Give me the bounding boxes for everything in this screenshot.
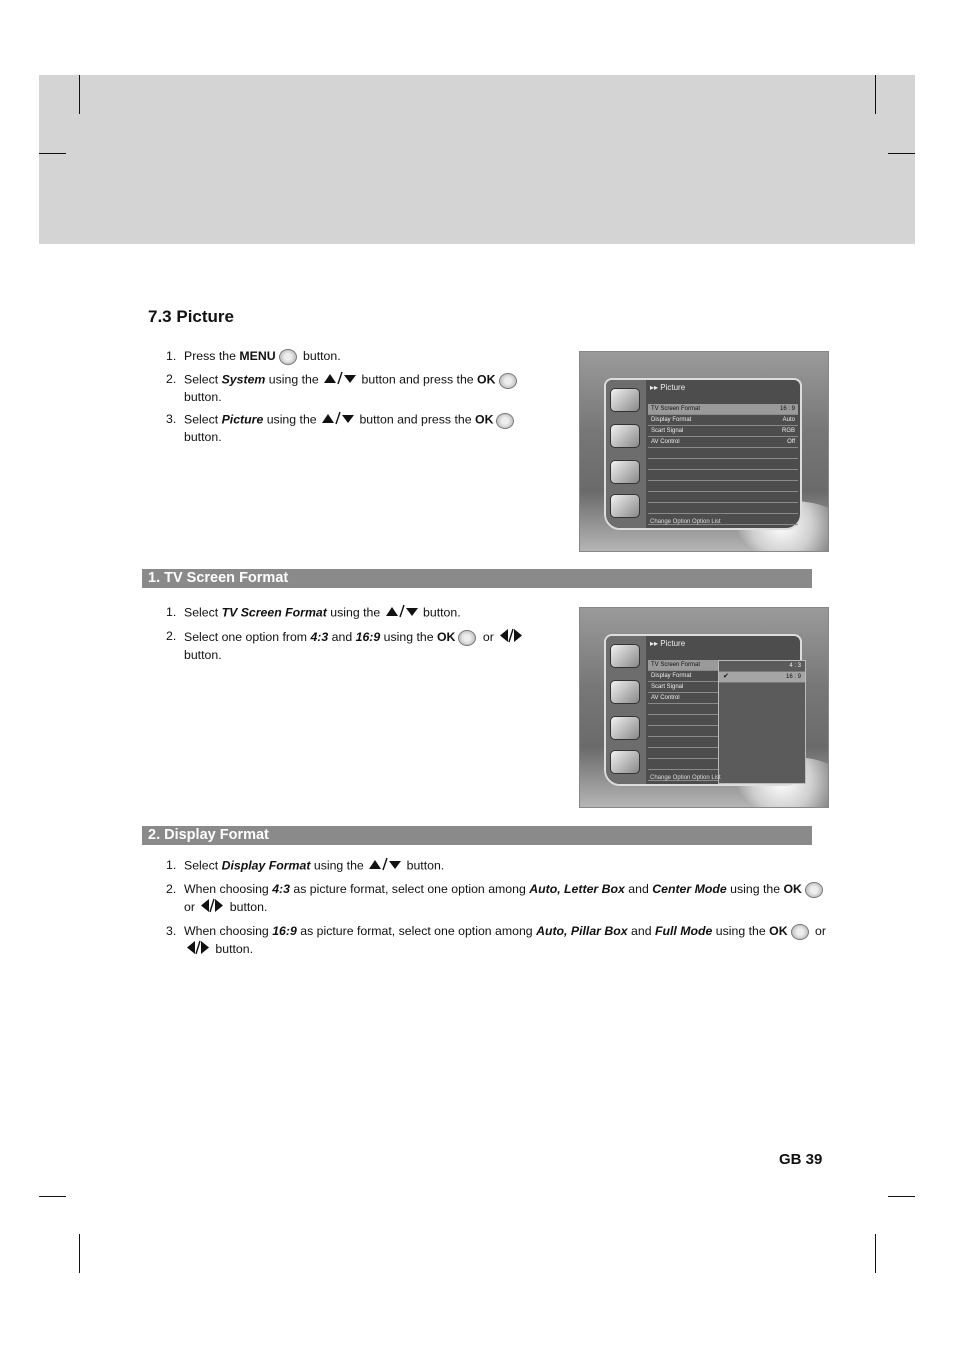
dish-icon	[610, 750, 640, 774]
menu-rows	[648, 404, 798, 525]
ok-button-icon	[456, 629, 478, 646]
step-text: MENU	[239, 349, 276, 363]
intro-step	[166, 411, 546, 445]
up-down-arrows-icon	[385, 604, 419, 622]
option-item[interactable]	[719, 672, 805, 683]
step-number: 1.	[166, 349, 177, 363]
menu-sidebar	[606, 380, 646, 528]
step-text: button and press the	[358, 372, 478, 387]
step-number: 2.	[166, 372, 177, 387]
step-text: using the	[265, 372, 323, 387]
menu-panel	[604, 378, 802, 530]
step-text: and	[328, 629, 356, 644]
ok-button-icon	[494, 412, 516, 429]
menu-title: ▸▸ Picture	[650, 383, 686, 392]
step-text: or	[811, 924, 826, 939]
tv-screen-step	[166, 628, 546, 663]
section-bar-tv-screen-format: 1. TV Screen Format	[142, 569, 812, 588]
tv-screen-step	[166, 604, 546, 622]
step-text: using the	[310, 858, 368, 873]
left-right-arrows-icon	[185, 940, 211, 959]
step-text: When choosing	[184, 882, 273, 896]
crop-mark	[888, 1196, 915, 1197]
section-bar-display-format: 2. Display Format	[142, 826, 812, 845]
crop-mark	[39, 1196, 66, 1197]
option-label: 16 : 9	[785, 674, 801, 680]
menu-row-value: Off	[787, 439, 795, 445]
step-text: button.	[184, 648, 222, 662]
step-text: System	[221, 372, 266, 387]
step-text: 16:9	[272, 924, 297, 939]
step-text: button.	[419, 605, 461, 620]
step-text: using the	[726, 882, 784, 896]
step-text: OK	[769, 924, 788, 939]
section-title: 7.3 Picture	[148, 307, 234, 326]
step-text: or	[184, 899, 199, 914]
menu-sidebar	[606, 636, 646, 784]
menu-row-label: TV Screen Format	[651, 406, 701, 412]
step-text: Auto, Pillar Box	[536, 924, 628, 939]
display-format-step	[166, 923, 836, 959]
up-down-arrows-icon	[323, 371, 357, 389]
step-text: Select	[184, 412, 222, 427]
step-text: Select	[184, 605, 222, 620]
step-text: using the	[326, 605, 384, 620]
step-text: button.	[226, 899, 268, 914]
check-icon: ✔	[723, 673, 729, 680]
ok-button-icon	[789, 924, 811, 941]
menu-row-value: 16 : 9	[779, 406, 795, 412]
menu-row-empty	[648, 481, 798, 492]
ok-button-icon	[803, 881, 825, 898]
menu-title: ▸▸ Picture	[650, 639, 686, 648]
menu-footer: Change Option Option List	[650, 775, 721, 781]
step-text: Select	[184, 372, 222, 387]
left-right-arrows-icon	[498, 628, 524, 647]
step-text: or	[479, 629, 498, 644]
step-text: Center Mode	[652, 882, 727, 896]
step-text: Auto, Letter Box	[529, 882, 625, 896]
step-text: 4:3	[272, 882, 290, 896]
step-number: 2.	[166, 629, 177, 643]
menu-row-label: Scart Signal	[651, 684, 684, 690]
crop-mark	[79, 1234, 80, 1273]
menu-row-empty	[648, 503, 798, 514]
menu-row-label: Scart Signal	[651, 428, 684, 434]
picture-icon	[610, 388, 640, 412]
crop-mark	[79, 75, 80, 114]
menu-row-empty	[648, 459, 798, 470]
intro-step	[166, 371, 546, 405]
option-label: 4 : 3	[789, 663, 801, 669]
crop-mark	[875, 1234, 876, 1273]
step-text: OK	[475, 412, 494, 427]
menu-row[interactable]	[648, 437, 798, 448]
menu-row-value: Auto	[782, 417, 795, 423]
step-text: Select	[184, 858, 222, 873]
step-text: Display Format	[221, 858, 311, 873]
menu-row-label: AV Control	[651, 439, 680, 445]
tools-icon	[610, 424, 640, 448]
picture-menu-screenshot	[579, 351, 829, 552]
display-format-step	[166, 881, 836, 917]
crop-mark	[888, 153, 915, 154]
up-down-arrows-icon	[368, 857, 402, 875]
picture-icon	[610, 644, 640, 668]
dish-icon	[610, 494, 640, 518]
step-number: 1.	[166, 605, 177, 619]
menu-row[interactable]	[648, 415, 798, 426]
step-text: and	[624, 882, 653, 896]
step-text: Full Mode	[654, 924, 713, 939]
menu-row[interactable]	[648, 426, 798, 437]
menu-footer: Change Option Option List	[650, 519, 721, 525]
step-text: button.	[212, 942, 254, 956]
step-text: button.	[299, 349, 341, 363]
left-right-arrows-icon	[199, 898, 225, 917]
tv-icon	[610, 460, 640, 484]
step-text: OK	[477, 372, 496, 387]
step-text: using the	[712, 924, 770, 939]
crop-mark	[39, 153, 66, 154]
step-text: button.	[184, 390, 222, 405]
tv-screen-format-screenshot	[579, 607, 829, 808]
option-item[interactable]	[719, 661, 805, 672]
step-text: as picture format, select one option among	[289, 882, 530, 896]
menu-row[interactable]	[648, 404, 798, 415]
intro-step	[166, 348, 546, 365]
step-text: OK	[436, 629, 456, 644]
step-number: 1.	[166, 858, 177, 872]
menu-row-label: TV Screen Format	[651, 662, 701, 668]
menu-row-label: Display Format	[651, 673, 692, 679]
menu-row-empty	[648, 492, 798, 503]
step-text: button and press the	[356, 412, 475, 427]
step-text: button.	[403, 858, 445, 873]
crop-mark	[875, 75, 876, 114]
display-format-step	[166, 857, 836, 875]
tools-icon	[610, 680, 640, 704]
up-down-arrows-icon	[321, 411, 355, 429]
option-popup	[718, 660, 806, 784]
step-text: as picture format, select one option among	[296, 924, 537, 939]
tv-screen-steps	[166, 604, 546, 669]
menu-row-empty	[648, 448, 798, 459]
menu-row-value: RGB	[781, 428, 795, 434]
step-text: Picture	[221, 412, 264, 427]
menu-panel	[604, 634, 802, 786]
header-band	[39, 75, 915, 244]
step-text: Press the	[184, 349, 240, 363]
display-format-steps	[166, 857, 836, 965]
step-text: button.	[184, 430, 222, 445]
menu-row-label: AV Control	[651, 695, 680, 701]
step-text: using the	[380, 629, 437, 644]
ok-button-icon	[497, 372, 519, 389]
menu-row-label: Display Format	[651, 417, 692, 423]
step-number: 2.	[166, 882, 177, 896]
step-text: 16:9	[355, 629, 381, 644]
tv-icon	[610, 716, 640, 740]
menu-button-icon	[277, 348, 299, 365]
step-number: 3.	[166, 924, 177, 939]
step-text: using the	[263, 412, 321, 427]
step-text: Select one option from	[184, 629, 311, 644]
step-text: 4:3	[310, 629, 329, 644]
step-text: OK	[783, 882, 802, 896]
menu-row-empty	[648, 470, 798, 481]
step-text: and	[627, 924, 655, 939]
step-number: 3.	[166, 412, 177, 427]
intro-steps	[166, 348, 546, 451]
page-number: GB 39	[779, 1151, 823, 1168]
step-text: When choosing	[184, 924, 273, 939]
step-text: TV Screen Format	[221, 605, 327, 620]
